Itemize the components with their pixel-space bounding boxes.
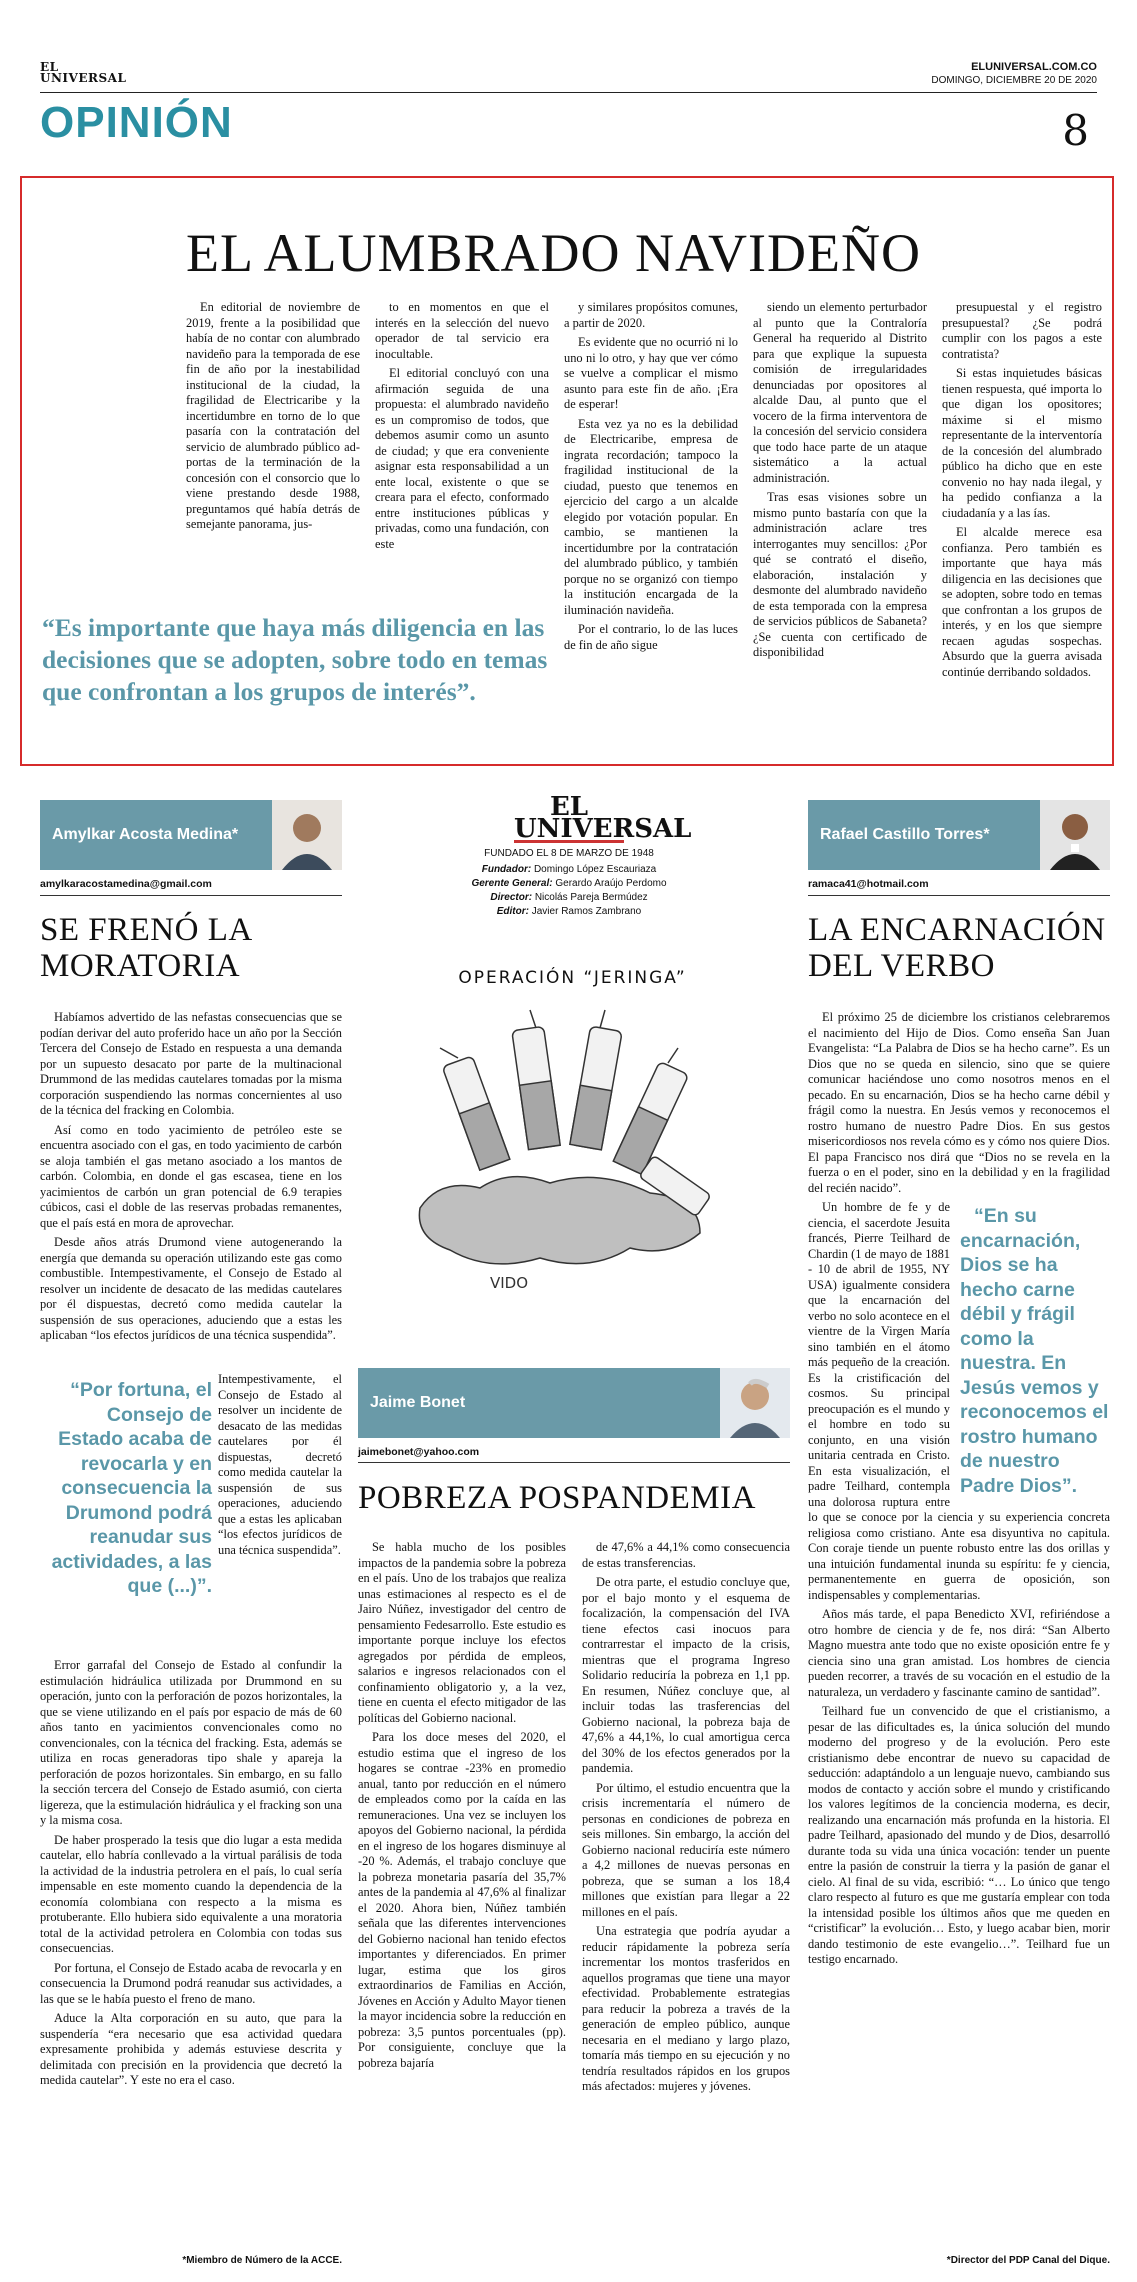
- paragraph: Para los doce meses del 2020, el estudio estima que el ingreso de los hogares se contrae -23% en promedio anual, tanto por reducción en el número de empleados como por la caída en las remuneraciones. Una vez se incluyen los apoyos del Gobierno nacional, la pérdida en el ingreso de los hogares disminuye al -20 %. Además, el trabajo concluye que la pobreza monetaria pasaría del 35,7% antes de la pandemia al 47,6% al finalizar el 2020. Ahora bien, Núñez también señala que las diferentes intervenciones del Gobierno nacional han tenido efectos importantes y diferenciados. En primer lugar, estima que los giros extraordinarios de Familias en Acción, Jóvenes en Acción y Adulto Mayor tienen la mayor incidencia sobre la reducción en pobreza: 3,5 puntos porcentuales (pp). Por consiguiente, concluye que la pobreza bajaría: [358, 1730, 566, 2070]
- paragraph: “En su encarnación, Dios se ha hecho carne débil y frágil como la nuestra. En Jesús vemos y reconocemos el rostro humano de nuestro Padre Dios”. Un hombre de fe y de ciencia, el sacerdote Jesuita francés, Pierre Teilhard de Chardin (1 de mayo de 1881 - 10 de abril de 1955, NY USA) igualmente considera que la encarnación del verbo no solo acontece en el vientre de la Virgen María sino también en el átomo más pequeño de la creación. Es la cristificación del cosmos. Su principal preocupación es el mundo y el hombre en todo su conjunto, en una visión unitaria centrada en Cristo. En esta visualización, el padre Teilhard, contempla una dolorosa ruptura entre lo que se conoce por la ciencia y su experiencia concreta religiosa como cristiano. Ante esa disyuntiva no capitula. Con coraje tiende un puente robusto entre las dos orillas y una intuición fundamental inunda su espíritu: fe y ciencia, permanentemente en guerra de oposición, son indispensables y complementarias.: [808, 1200, 1110, 1602]
- column-title: POBREZA POSPANDEMIA: [358, 1480, 756, 1516]
- author-bar-right: [808, 800, 1040, 870]
- author-bar-left: [40, 800, 272, 870]
- column-body-1: [358, 1540, 566, 2075]
- paragraph: El editorial concluyó con una afirmación seguida de una propuesta: el alumbrado navideño es un compromiso de todos, que debemos asumir como un asunto de ciudad; y que era conveniente asignar esta responsabilidad a un ente local, existente o que se creara para el efecto, conformado entre instituciones públicas y privadas, como una fundación, con este: [375, 366, 549, 551]
- editorial-column-2: [375, 300, 549, 556]
- credit-line: [418, 905, 720, 919]
- paragraph: Teilhard fue un convencido de que el cristianismo, a pesar de las dificultades es, la única solución del mundo moderno del progreso y de la evolución. Pero este cristianismo debe encontrar de nuevo su capacidad de seducción: adaptándolo a un lenguaje nuevo, cambiando sus modos de contacto y acción sobre el mundo y cristificando los valores legítimos de la conciencia moderna, es decir, realizando una encarnación más profunda en la historia. El padre Teilhard, apasionado del mundo y de Dios, desarrolló durante toda su vida una única vocación: tender un puente entre la pasión de construir la tierra y la pasión de ganar el cielo. Al final de su vida, escribió: “… Lo único que tengo claro respecto al futuro es que me gustaría emplear con toda la intensidad posible los últimos años que me queden en “cristificar” la evolución… Esto, y luego acabar bien, morir dando testimonio de este evangelio…”. Teilhard fue un testigo encarnado.: [808, 1704, 1110, 1966]
- editorial-column-1: [186, 300, 360, 537]
- paragraph: Por último, el estudio encuentra que la crisis incrementaría el número de personas en condiciones de pobreza en seis millones. Sin embargo, la acción del Gobierno nacional reduciría este número a 4,2 millones de nuevas personas en pobreza, que se suman a los 18,4 millones que existían para llegar a 22 millones en el país.: [582, 1780, 790, 1919]
- avatar: [272, 800, 342, 870]
- editorial-pull-quote: “Es importante que haya más diligencia en las decisiones que se adopten, sobre todo en temas que confrontan a los grupos de interés”.: [42, 613, 548, 706]
- editorial-column-5: [942, 300, 1102, 684]
- credit-role: Editor:: [496, 906, 532, 917]
- paragraph: de 47,6% a 44,1% como consecuencia de estas transferencias.: [582, 1540, 790, 1570]
- author-note: *Director del PDP Canal del Dique.: [946, 2255, 1110, 2266]
- avatar: [720, 1368, 790, 1438]
- paragraph: Intempestivamente, el Consejo de Estado al resolver un incidente de desacato de las medidas cautelares por él dispuestas, decretó como medida cautelar la suspensión de sus operaciones, aduciendo que a estas les aplicaban “los efectos jurídicos de una técnica suspendida”.: [218, 1372, 342, 1557]
- author-name: Amylkar Acosta Medina*: [52, 826, 239, 843]
- credit-line: [418, 891, 720, 905]
- paragraph: siendo un elemento perturbador al punto que la Contraloría General ha requerido al Distrito para que explique la supuesta comisión de irregularidades denunciadas por opositores al alcalde Dau, al punto que el vocero de la firma interventora de la concesión del servicio considera que todo hace parte de un ataque sistemático a la actual administración.: [753, 300, 927, 485]
- masthead-logo: EL UNIVERSAL: [40, 60, 127, 85]
- author-email[interactable]: jaimebonet@yahoo.com: [358, 1446, 480, 1458]
- paragraph: En editorial de noviembre de 2019, frente a la posibilidad que había de no contar con alumbrado navideño para la temporada de ese fin de año por la inestabilidad institucional de la ciudad, la fragilidad de Electricaribe y la incertidumbre en torno de lo que pasaría con la contratación del servicio de alumbrado público ad-portas de la terminación de la concesión con el consorcio que lo viene prestando desde 1988, preguntamos qué había detrás de semejante panorama, jus-: [186, 300, 360, 531]
- paragraph: Desde años atrás Drumond viene autogenerando la energía que demanda su operación utilizando este gas como combustible. Intempestivamente, el Consejo de Estado al resolver un incidente de desacato de las medidas cautelares por él dispuestas, decretó como medida cautelar la suspensión de sus operaciones, aduciendo que a estas les aplicaban “los efectos jurídicos de una técnica suspendida”.: [40, 1235, 342, 1342]
- cartoon: [400, 968, 725, 1318]
- credit-name: Nicolás Pareja Bermúdez: [534, 892, 648, 903]
- issue-date: DOMINGO, DICIEMBRE 20 DE 2020: [931, 75, 1097, 86]
- paragraph: Así como en todo yacimiento de petróleo este se encuentra asociado con el gas, en todo yacimiento de carbón se aloja también el gas metano asociado a los mantos de carbón. Colombia, en donde el gas escasea, tiene en los yacimientos de carbón un gran potencial de 6.9 terapies cúbicos, casi el doble de las reservas probadas remanentes, que el país está en mora de aprovechar.: [40, 1122, 342, 1230]
- column-body-bottom: [40, 1658, 342, 2093]
- site-info: [931, 60, 1097, 88]
- paragraph: y similares propósitos comunes, a partir de 2020.: [564, 300, 738, 330]
- paragraph: Es evidente que no ocurrió ni lo uno ni lo otro, y hay que ver cómo se vuelve a complicar el mismo asunto para este fin de año. ¡Era de esperar!: [564, 335, 738, 411]
- cartoon-illustration: [400, 988, 725, 1308]
- page-number: 8: [1062, 106, 1089, 155]
- column-body-continued: [218, 1372, 342, 1562]
- center-masthead: [418, 792, 720, 919]
- author-email[interactable]: ramaca41@hotmail.com: [808, 878, 929, 890]
- divider: [358, 1462, 790, 1463]
- paragraph: to en momentos en que el interés en la selección del nuevo operador de tal servicio era inocultable.: [375, 300, 549, 361]
- editorial-column-4: [753, 300, 927, 665]
- credit-name: Gerardo Araújo Perdomo: [555, 878, 667, 889]
- divider: [808, 895, 1110, 896]
- paragraph: Si estas inquietudes básicas tienen respuesta, qué importa lo que digan los opositores; máxime si el mismo representante de la interventoría de la concesión del alumbrado público ha dicho que en este convenio no hay nada ilegal, y ha pedido confianza a la ciudadanía y a las ías.: [942, 366, 1102, 520]
- paragraph: Por fortuna, el Consejo de Estado acaba de revocarla y en consecuencia la Drumond podrá reanudar sus actividades, a las que se le había puesto el freno de mano.: [40, 1960, 342, 2006]
- paragraph: El alcalde merece esa confianza. Pero también es importante que haya más diligencia en las decisiones que se adopten, sobre todo en temas que confrontan a los grupos de interés, y en los que siempre recaen agudas sospechas. Absurdo que la guerra avisada continúe derribando soldados.: [942, 525, 1102, 679]
- editorial-title: EL ALUMBRADO NAVIDEÑO: [186, 223, 921, 283]
- paragraph: Habíamos advertido de las nefastas consecuencias que se podían derivar del auto proferido hace un año por la Sección Tercera del Consejo de Estado en respuesta a una demanda por un supuesto desacato por parte de la multinacional Drummond de las medidas cautelares tomadas por la misma corporación suspendiendo las normas concernientes al uso de la técnica del fracking en Colombia.: [40, 1010, 342, 1117]
- paragraph: Se habla mucho de los posibles impactos de la pandemia sobre la pobreza en el país. Uno de los trabajos que realiza unas estimaciones al respecto es el de Jairo Núñez, investigador del centro de pensamiento Fedesarrollo. Este estudio es importante porque incluye los efectos agregados por pérdida de empleos, salarios e ingresos relacionados con el confinamiento obligatorio y, a la vez, tiene en cuenta el efecto mitigador de las políticas del Gobierno nacional.: [358, 1540, 566, 1725]
- credit-line: [418, 863, 720, 877]
- paragraph: presupuestal y el registro presupuestal? ¿Se podrá cumplir con los pagos a este contratista?: [942, 300, 1102, 361]
- paragraph: Error garrafal del Consejo de Estado al confundir la estimulación hidráulica utilizada por Drummond en su operación, junto con la perforación de pozos horizontales, la que se viene utilizando en el país por espacio de más de 60 años tanto en yacimientos convencionales como no convencionales, con la técnica del fracking. Esta, además se utiliza en rocas generadoras tipo shale y apareja la perforación de pozos horizontales. Sin embargo, en su fallo la sección tercera del Consejo de Estado asumió, con cierta ligereza, que la estimulación hidráulica y el fracking son una y la misma cosa.: [40, 1658, 342, 1827]
- credit-role: Gerente General:: [471, 878, 556, 889]
- paragraph: Esta vez ya no es la debilidad de Electricaribe, empresa de ingrata recordación; tampoco la fragilidad institucional de la ciudad, puesto que tenemos en ejercicio del cargo a un alcalde elegido por votación popular. En cambio, se mantienen la incertidumbre por la contratación del alumbrado público, y también porque no se organizó con tiempo la institución encargada de la iluminación navideña.: [564, 416, 738, 617]
- credit-line: [418, 877, 720, 891]
- author-bar-middle: [358, 1368, 720, 1438]
- paragraph: De haber prosperado la tesis que dio lugar a esta medida cautelar, ello habría conllevado a la virtual parálisis de toda la actividad de la industria petrolera en el país, lo cual sería impensable en este momento cuando la dependencia de la economía colombiana con respecto a la misma es protuberante. Ello hubiera sido equivalente a una moratoria total de la actividad petrolera en Colombia con todas sus consecuencias.: [40, 1832, 342, 1955]
- paragraph: De otra parte, el estudio concluye que, por el bajo monto y el esquema de focalización, la compensación del IVA tiene efectos casi inocuos para contrarrestar el impacto de la crisis, mientras que el programa Ingreso Solidario reduciría la pobreza en 1,1 pp. En resumen, Núñez concluye que, al incluir todas las trasferencias del Gobierno nacional, la pobreza baja de 47,6% a 44,1%, lo cual amortigua cerca del 30% de los efectos generados por la pandemia.: [582, 1575, 790, 1775]
- avatar: [1040, 800, 1110, 870]
- author-name: Jaime Bonet: [370, 1394, 466, 1411]
- paragraph: Años más tarde, el papa Benedicto XVI, refiriéndose a otro hombre de ciencia y de fe, nos dirá: “San Alberto Magno muestra ante todo que no existe oposición entre fe y ciencia sino una gran amistad. Los hombres de ciencia pueden recorrer, a través de su vocación en el estudio de la naturaleza, un verdadero y fascinante camino de santidad”.: [808, 1607, 1110, 1699]
- cartoon-signature: VIDO: [490, 1274, 529, 1292]
- editorial-column-3: [564, 300, 738, 657]
- staff-credits: [418, 863, 720, 919]
- pull-quote: “En su encarnación, Dios se ha hecho carne débil y frágil como la nuestra. En Jesús vemos y reconocemos el rostro humano de nuestro Padre Dios”.: [960, 1205, 1109, 1497]
- paragraph: Por el contrario, lo de las luces de fin de año sigue: [564, 622, 738, 652]
- section-title: OPINIÓN: [40, 98, 233, 147]
- credit-name: Domingo López Escauriaza: [533, 864, 657, 875]
- paragraph: Una estrategia que podría ayudar a reducir rápidamente la pobreza sería incrementar los montos trasferidos en aquellos programas que tiene una mayor efectividad. Probablemente estrategias para reducir la pobreza a través de la generación de empleo público, aunque necesaria en el mediano y largo plazo, tomaría más tiempo en su ejecución y no tendría resultados rápidos en los grupos más afectados: mujeres y jóvenes.: [582, 1924, 790, 2093]
- credit-role: Fundador:: [481, 864, 534, 875]
- pull-quote: “Por fortuna, el Consejo de Estado acaba de revocarla y en consecuencia la Drumond podrá reanudar sus actividades, a las que (...)”.: [51, 1379, 212, 1597]
- header-rule: [40, 92, 1097, 93]
- paragraph: Aduce la Alta corporación en su auto, que para la suspendería “era necesario que esa actividad quedara expresamente prohibida y además estuviese descrita y delimitada con precisión en la providencia que decretó la medida cautelar”. Y este no era el caso.: [40, 2011, 342, 2087]
- paragraph: El próximo 25 de diciembre los cristianos celebraremos el nacimiento del Hijo de Dios. Como enseña San Juan Evangelista: “La Palabra de Dios se ha hecho carne”. Es un Dios que no se queda en silencio, sino que se quiere comunicar haciéndose uno como nosotros menos en el pecado. En su encarnación, Dios se ha hecho carne débil y frágil como la nuestra. En Jesús vemos y reconocemos el rostro humano de nuestro Padre Dios. En sus gestos misericordiosos nos revela cómo es y cómo nos quiere Dios. El papa Francisco nos dirá que “Dios no se revela en la fuerza o en el poder, sino en la debilidad y en la fragilidad del recién nacido”.: [808, 1010, 1110, 1195]
- column-title: SE FRENÓ LA MORATORIA: [40, 912, 251, 984]
- author-note: *Miembro de Número de la ACCE.: [182, 2255, 342, 2266]
- author-email[interactable]: amylkaracostamedina@gmail.com: [40, 878, 212, 890]
- credit-role: Director:: [490, 892, 535, 903]
- column-body: [40, 1010, 342, 1342]
- author-name: Rafael Castillo Torres*: [820, 826, 990, 843]
- cartoon-title: OPERACIÓN “JERINGA”: [458, 968, 687, 988]
- column-body-2: [582, 1540, 790, 2099]
- founded-date: FUNDADO EL 8 DE MARZO DE 1948: [484, 848, 654, 859]
- column-title: LA ENCARNACIÓN DEL VERBO: [808, 912, 1106, 984]
- divider: [40, 895, 342, 896]
- site-url: ELUNIVERSAL.COM.CO: [971, 61, 1097, 73]
- newspaper-logo: EL UNIVERSAL: [514, 792, 692, 844]
- column-body: [808, 1010, 1110, 1972]
- paragraph: Tras esas visiones sobre un mismo punto bastaría con que la administración aclare tres interrogantes muy sencillos: ¿Por qué se contrató el diseño, elaboración, instalación y desmonte del alumbrado navideño de esta temporada con la empresa de servicios públicos de Sabaneta? ¿Se cuenta con certificado de disponibilidad: [753, 490, 927, 659]
- credit-name: Javier Ramos Zambrano: [531, 906, 642, 917]
